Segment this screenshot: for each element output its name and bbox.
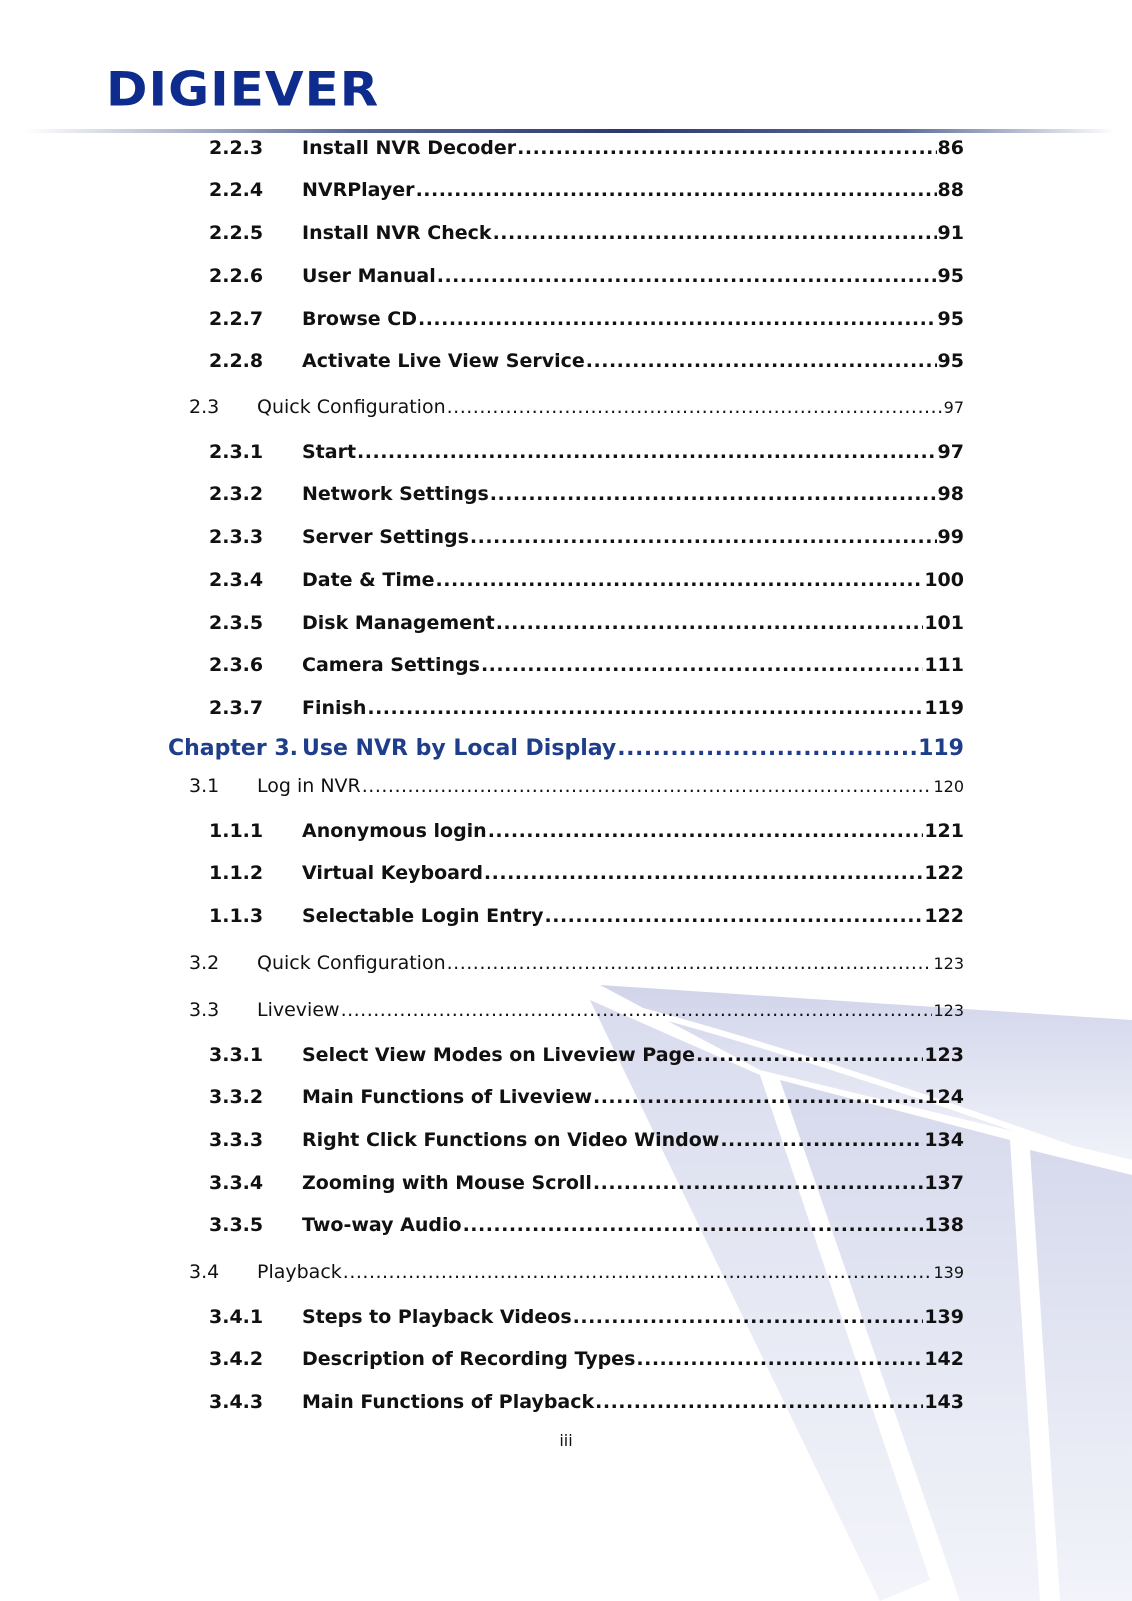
- toc-entry-page: 143: [924, 1391, 964, 1413]
- toc-entry-page: 98: [937, 483, 964, 505]
- toc-entry-title: Log in NVR: [257, 775, 361, 797]
- toc-entry-number: 3.3.1: [209, 1044, 264, 1066]
- toc-entry-page: 119: [924, 697, 964, 719]
- toc-dot-leader: [436, 569, 924, 591]
- toc-entry-page: 88: [937, 179, 964, 201]
- toc-entry-number: 2.2.3: [209, 137, 264, 159]
- toc-entry-page: 95: [937, 308, 964, 330]
- page-number: iii: [559, 1431, 573, 1450]
- toc-entry[interactable]: [209, 265, 964, 287]
- toc-entry-page: 101: [924, 612, 964, 634]
- toc-entry-title: Browse CD: [302, 308, 417, 330]
- toc-entry-title: Main Functions of Playback: [302, 1391, 595, 1413]
- toc-entry-number: 1.1.1: [209, 820, 264, 842]
- toc-entry-page: 139: [933, 1263, 964, 1282]
- toc-dot-leader: [493, 222, 937, 244]
- toc-entry[interactable]: [189, 952, 964, 974]
- toc-entry-title: Two-way Audio: [302, 1214, 462, 1236]
- toc-entry-page: 100: [924, 569, 964, 591]
- toc-entry[interactable]: [189, 775, 964, 797]
- toc-entry-page: 91: [937, 222, 964, 244]
- toc-entry[interactable]: [209, 612, 964, 634]
- toc-entry-page: 121: [924, 820, 964, 842]
- header-divider: [25, 129, 1115, 133]
- toc-entry-page: 97: [937, 441, 964, 463]
- toc-dot-leader: [490, 483, 937, 505]
- toc-dot-leader: [463, 1214, 924, 1236]
- toc-entry-title: NVRPlayer: [302, 179, 415, 201]
- toc-entry[interactable]: [168, 736, 964, 761]
- toc-entry[interactable]: [209, 1306, 964, 1328]
- toc-entry[interactable]: [189, 999, 964, 1021]
- toc-entry[interactable]: [209, 697, 964, 719]
- toc-dot-leader: [484, 862, 923, 884]
- toc-entry[interactable]: [209, 483, 964, 505]
- toc-dot-leader: [362, 775, 933, 797]
- toc-entry-title: Playback: [257, 1261, 342, 1283]
- toc-dot-leader: [437, 265, 937, 287]
- toc-entry-number: 2.3.2: [209, 483, 264, 505]
- toc-entry-page: 138: [924, 1214, 964, 1236]
- toc-dot-leader: [696, 1044, 923, 1066]
- toc-entry-number: 2.2.5: [209, 222, 264, 244]
- toc-entry[interactable]: [209, 441, 964, 463]
- toc-dot-leader: [416, 179, 937, 201]
- toc-entry-page: 95: [937, 265, 964, 287]
- toc-entry-number: 2.2.7: [209, 308, 264, 330]
- toc-entry-page: 123: [924, 1044, 964, 1066]
- toc-dot-leader: [357, 441, 937, 463]
- toc-entry-page: 86: [937, 137, 964, 159]
- toc-entry-number: 3.2: [189, 952, 220, 974]
- toc-entry[interactable]: [209, 222, 964, 244]
- toc-entry[interactable]: [209, 1044, 964, 1066]
- toc-dot-leader: [595, 1391, 923, 1413]
- toc-entry[interactable]: [209, 350, 964, 372]
- toc-dot-leader: [481, 654, 923, 676]
- toc-entry-title: Steps to Playback Videos: [302, 1306, 572, 1328]
- toc-entry[interactable]: [209, 1348, 964, 1370]
- toc-entry-page: 139: [924, 1306, 964, 1328]
- toc-entry-page: 123: [933, 954, 964, 973]
- toc-entry[interactable]: [209, 1129, 964, 1151]
- toc-entry-title: User Manual: [302, 265, 436, 287]
- toc-entry-number: 2.3: [189, 396, 220, 418]
- toc-dot-leader: [447, 396, 943, 418]
- toc-entry-title: Activate Live View Service: [302, 350, 585, 372]
- toc-dot-leader: [720, 1129, 923, 1151]
- toc-entry-title: Camera Settings: [302, 654, 480, 676]
- toc-entry-page: 119: [918, 736, 964, 761]
- toc-entry-number: Chapter 3.: [168, 736, 299, 761]
- toc-entry[interactable]: [209, 1172, 964, 1194]
- toc-entry[interactable]: [209, 1086, 964, 1108]
- toc-entry[interactable]: [209, 569, 964, 591]
- toc-entry-number: 3.3.3: [209, 1129, 264, 1151]
- toc-entry-number: 2.3.4: [209, 569, 264, 591]
- toc-entry[interactable]: [209, 862, 964, 884]
- toc-entry-title: Main Functions of Liveview: [302, 1086, 592, 1108]
- toc-entry-number: 2.2.4: [209, 179, 264, 201]
- toc-entry-title: Liveview: [257, 999, 340, 1021]
- toc-entry-page: 134: [924, 1129, 964, 1151]
- toc-entry-page: 99: [937, 526, 964, 548]
- toc-dot-leader: [636, 1348, 923, 1370]
- toc-entry[interactable]: [209, 1391, 964, 1413]
- toc-entry-title: Zooming with Mouse Scroll: [302, 1172, 592, 1194]
- toc-entry-number: 2.2.6: [209, 265, 264, 287]
- toc-entry-title: Selectable Login Entry: [302, 905, 544, 927]
- toc-entry-page: 123: [933, 1001, 964, 1020]
- toc-entry-number: 3.3.2: [209, 1086, 264, 1108]
- toc-entry[interactable]: [209, 654, 964, 676]
- toc-dot-leader: [343, 1261, 933, 1283]
- toc-entry[interactable]: [209, 1214, 964, 1236]
- toc-entry-title: Quick Configuration: [257, 396, 446, 418]
- toc-dot-leader: [593, 1086, 923, 1108]
- toc-dot-leader: [418, 308, 937, 330]
- page-header: [0, 0, 1132, 145]
- toc-entry-number: 3.3.5: [209, 1214, 264, 1236]
- toc-entry[interactable]: [189, 1261, 964, 1283]
- toc-entry-number: 3.4: [189, 1261, 220, 1283]
- toc-entry-title: Start: [302, 441, 357, 463]
- toc-entry-title: Virtual Keyboard: [302, 862, 483, 884]
- toc-entry-title: Description of Recording Types: [302, 1348, 636, 1370]
- toc-dot-leader: [593, 1172, 923, 1194]
- toc-entry-title: Finish: [302, 697, 367, 719]
- toc-entry-title: Use NVR by Local Display: [302, 736, 617, 761]
- toc-entry[interactable]: [209, 905, 964, 927]
- toc-entry-number: 3.3: [189, 999, 220, 1021]
- toc-entry-title: Server Settings: [302, 526, 469, 548]
- toc-dot-leader: [367, 697, 923, 719]
- toc-entry-page: 95: [937, 350, 964, 372]
- digiever-logo: DIGIEVER: [106, 62, 380, 118]
- toc-entry-number: 1.1.2: [209, 862, 264, 884]
- toc-dot-leader: [447, 952, 933, 974]
- toc-entry-page: 142: [924, 1348, 964, 1370]
- toc-entry-title: Disk Management: [302, 612, 495, 634]
- toc-entry[interactable]: [189, 396, 964, 418]
- toc-entry-page: 120: [933, 777, 964, 796]
- toc-dot-leader: [586, 350, 937, 372]
- toc-entry-page: 122: [924, 862, 964, 884]
- toc-entry[interactable]: [209, 308, 964, 330]
- toc-entry-page: 124: [924, 1086, 964, 1108]
- toc-entry-number: 2.2.8: [209, 350, 264, 372]
- toc-entry-title: Install NVR Decoder: [302, 137, 517, 159]
- toc-entry-page: 111: [924, 654, 964, 676]
- toc-entry-number: 2.3.3: [209, 526, 264, 548]
- toc-entry-number: 2.3.6: [209, 654, 264, 676]
- toc-dot-leader: [488, 820, 924, 842]
- toc-entry-number: 2.3.5: [209, 612, 264, 634]
- toc-entry-title: Select View Modes on Liveview Page: [302, 1044, 695, 1066]
- toc-entry-page: 137: [924, 1172, 964, 1194]
- toc-dot-leader: [496, 612, 924, 634]
- toc-entry-number: 3.1: [189, 775, 220, 797]
- toc-dot-leader: [545, 905, 924, 927]
- toc-entry-number: 2.3.7: [209, 697, 264, 719]
- toc-entry-title: Right Click Functions on Video Window: [302, 1129, 720, 1151]
- toc-entry-title: Install NVR Check: [302, 222, 492, 244]
- toc-entry-title: Anonymous login: [302, 820, 487, 842]
- toc-dot-leader: [470, 526, 937, 548]
- toc-entry-number: 3.4.1: [209, 1306, 264, 1328]
- toc-entry-title: Quick Configuration: [257, 952, 446, 974]
- toc-dot-leader: [341, 999, 933, 1021]
- toc-dot-leader: [573, 1306, 924, 1328]
- toc-entry[interactable]: [209, 820, 964, 842]
- toc-entry-number: 3.4.2: [209, 1348, 264, 1370]
- toc-entry-page: 97: [943, 398, 964, 417]
- toc-entry[interactable]: [209, 179, 964, 201]
- toc-entry[interactable]: [209, 526, 964, 548]
- toc-entry-number: 3.4.3: [209, 1391, 264, 1413]
- toc-entry-number: 1.1.3: [209, 905, 264, 927]
- toc-entry-title: Date & Time: [302, 569, 435, 591]
- toc-entry-number: 3.3.4: [209, 1172, 264, 1194]
- toc-entry-title: Network Settings: [302, 483, 489, 505]
- toc-entry-number: 2.3.1: [209, 441, 264, 463]
- toc-entry-page: 122: [924, 905, 964, 927]
- toc-dot-leader: [617, 736, 917, 761]
